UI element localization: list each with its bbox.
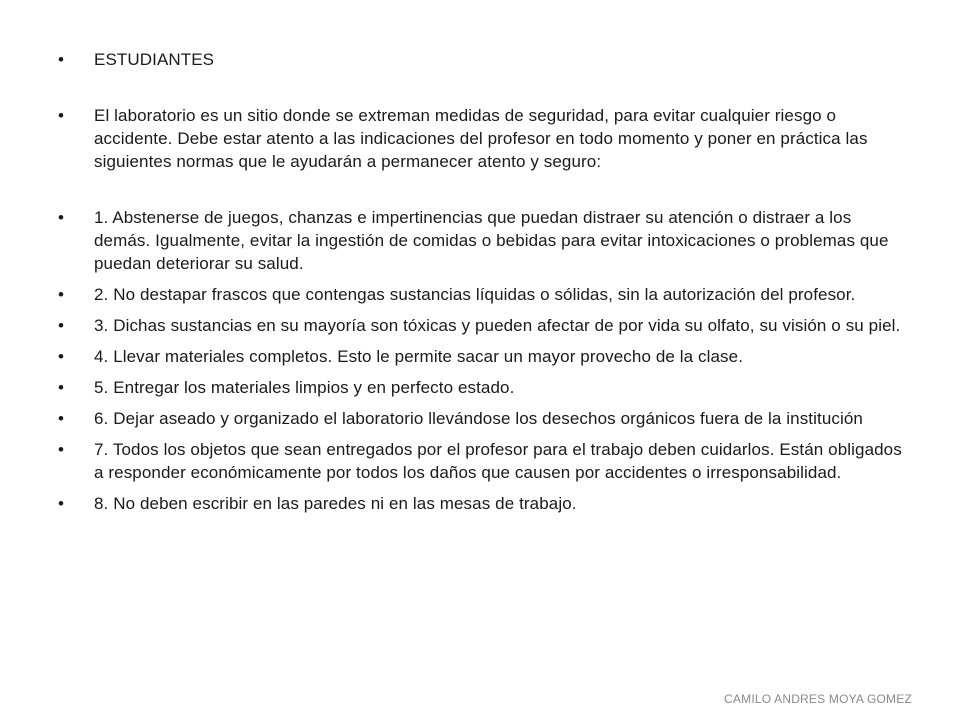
bullet-text: 8. No deben escribir en las paredes ni en las mesas de trabajo. [94,494,577,513]
bullet-dot-icon: • [58,409,65,428]
bullet-dot-icon: • [58,378,65,397]
bullet-item-rule-5 [58,376,908,399]
bullet-dot-icon: • [58,208,65,227]
bullet-item-rule-4 [58,345,908,368]
bullet-text: 1. Abstenerse de juegos, chanzas e impertinencias que puedan distraer su atención o distraer a los demás. Igualmente, evitar la ingestión de comidas o bebidas para evitar intoxicaciones o problemas que puedan deteriorar su salud. [94,208,889,273]
bullet-item-rule-8 [58,492,908,515]
bullet-text: 3. Dichas sustancias en su mayoría son tóxicas y pueden afectar de por vida su olfato, su visión o su piel. [94,316,901,335]
bullet-text: 2. No destapar frascos que contengas sustancias líquidas o sólidas, sin la autorización del profesor. [94,285,856,304]
bullet-item-intro [58,104,908,173]
bullet-item-heading [58,48,908,71]
bullet-text: El laboratorio es un sitio donde se extreman medidas de seguridad, para evitar cualquier riesgo o accidente. Debe estar atento a las indicaciones del profesor en todo momento y poner en práctica las siguientes normas que le ayudarán a permanecer atento y seguro: [94,106,868,171]
bullet-item-rule-3 [58,314,908,337]
bullet-text: 6. Dejar aseado y organizado el laboratorio llevándose los desechos orgánicos fuera de la institución [94,409,863,428]
bullet-dot-icon: • [58,106,65,125]
bullet-text: 4. Llevar materiales completos. Esto le permite sacar un mayor provecho de la clase. [94,347,744,366]
bullet-dot-icon: • [58,316,65,335]
bullet-text: ESTUDIANTES [94,50,215,69]
bullet-dot-icon: • [58,494,65,513]
bullet-dot-icon: • [58,347,65,366]
bullet-item-rule-6 [58,407,908,430]
bullet-item-rule-7 [58,438,908,484]
bullet-text: 7. Todos los objetos que sean entregados por el profesor para el trabajo deben cuidarlos. Están obligados a responder económicamente por todos los daños que causen por accidentes o irresponsabilidad. [94,440,902,482]
bullet-item-rule-1 [58,206,908,275]
bullet-item-rule-2 [58,283,908,306]
bullet-dot-icon: • [58,285,65,304]
bullet-text: 5. Entregar los materiales limpios y en perfecto estado. [94,378,515,397]
footer-author: CAMILO ANDRES MOYA GOMEZ [724,692,912,706]
bullet-list [58,48,908,523]
bullet-dot-icon: • [58,440,65,459]
bullet-dot-icon: • [58,50,65,69]
